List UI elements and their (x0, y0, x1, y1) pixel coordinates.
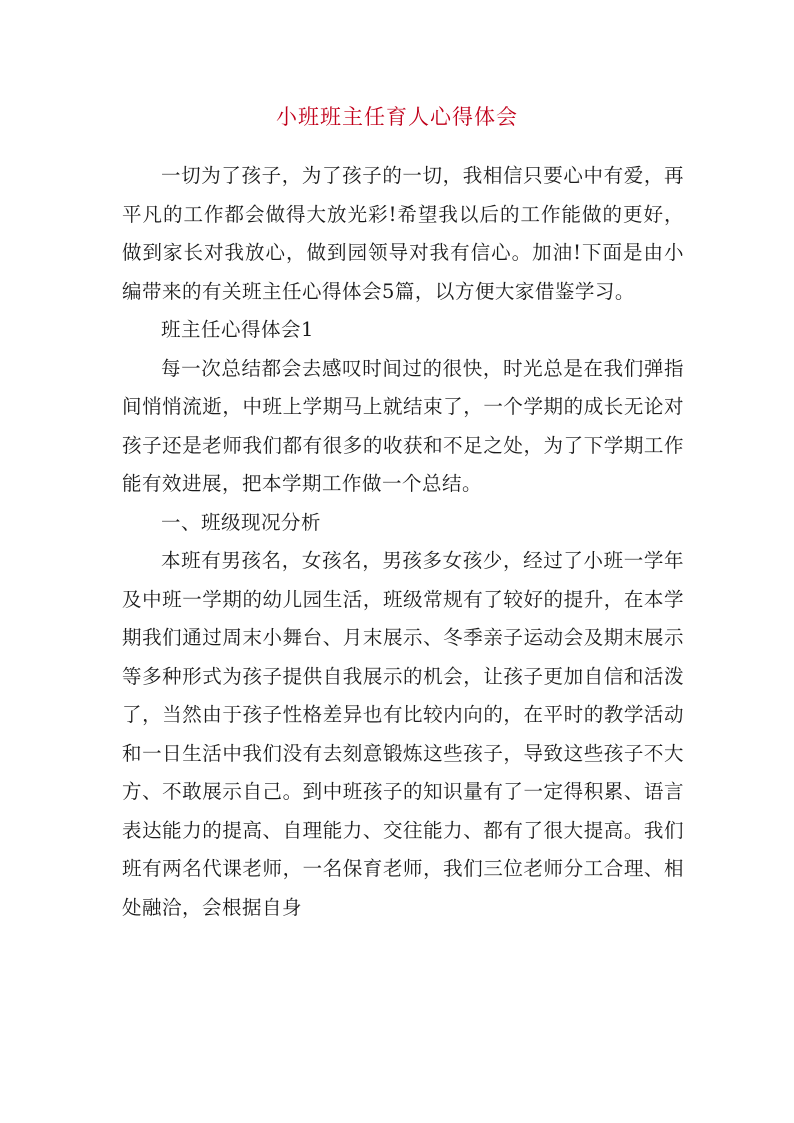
document-body (122, 157, 684, 927)
paragraph-summary: 每一次总结都会去感叹时间过的很快，时光总是在我们弹指间悄悄流逝，中班上学期马上就结束了，一个学期的成长无论对孩子还是老师我们都有很多的收获和不足之处，为了下学期工作能有效进展，把本学期工作做一个总结。 (122, 356, 684, 495)
document-title: 小班班主任育人心得体会 (276, 105, 518, 129)
paragraph-class-analysis: 本班有男孩名，女孩名，男孩多女孩少，经过了小班一学年及中班一学期的幼儿园生活，班级常规有了较好的提升，在本学期我们通过周末小舞台、月末展示、冬季亲子运动会及期末展示等多种形式为孩子提供自我展示的机会，让孩子更加自信和活泼了，当然由于孩子性格差异也有比较内向的，在平时的教学活动和一日生活中我们没有去刻意锻炼这些孩子，导致这些孩子不大方、不敢展示自己。到中班孩子的知识量有了一定得积累、语言表达能力的提高、自理能力、交往能力、都有了很大提高。我们班有两名代课老师，一名保育老师，我们三位老师分工合理、相处融洽，会根据自身 (122, 549, 684, 919)
paragraph-intro: 一切为了孩子，为了孩子的一切，我相信只要心中有爱，再平凡的工作都会做得大放光彩!希望我以后的工作能做的更好，做到家长对我放心，做到园领导对我有信心。加油!下面是由小编带来的有关班主任心得体会5篇，以方便大家借鉴学习。 (122, 164, 684, 303)
section-heading: 班主任心得体会1 (161, 318, 314, 341)
subsection-heading: 一、班级现况分析 (161, 510, 322, 534)
